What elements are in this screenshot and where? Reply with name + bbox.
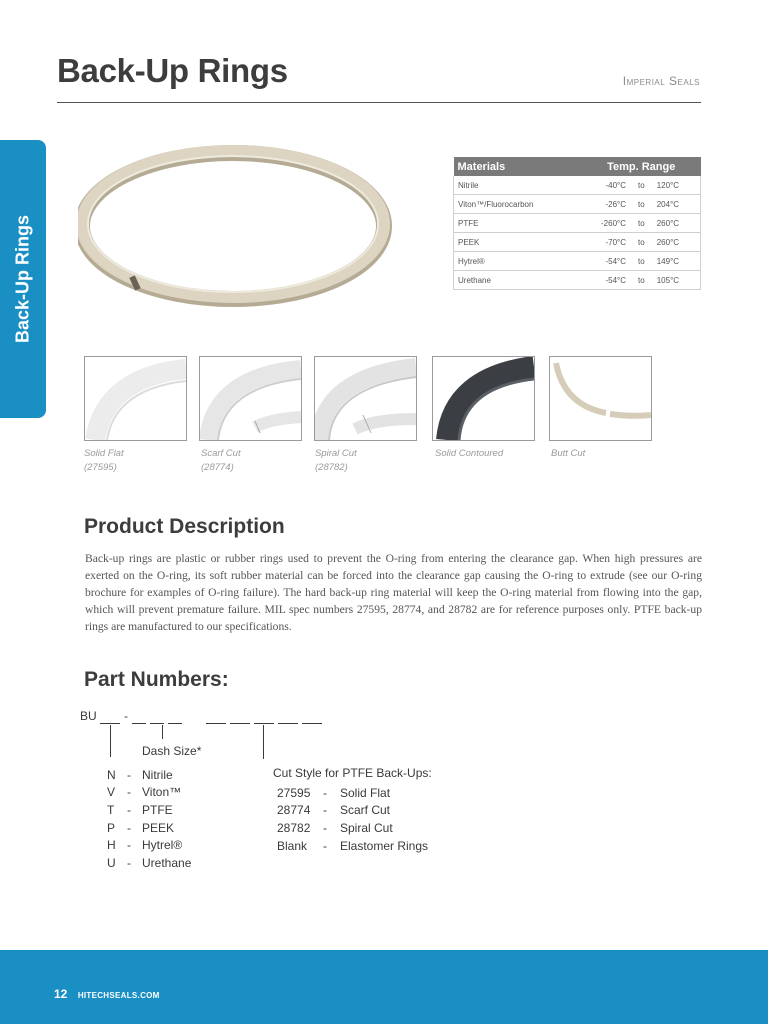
cut-style-slot-4 [278, 723, 298, 724]
material-code: U [107, 856, 116, 870]
material-name: Hytrel® [454, 252, 583, 271]
thumbnail-spiral-cut [314, 356, 417, 441]
material-name: Viton™/Fluorocarbon [454, 195, 583, 214]
material-name: Nitrile [454, 176, 583, 195]
temp-to: to [630, 176, 653, 195]
caption-label: Scarf Cut [201, 448, 241, 459]
table-row [454, 214, 701, 233]
cut-style-heading: Cut Style for PTFE Back-Ups: [273, 766, 432, 780]
temp-high: 260°C [653, 214, 701, 233]
cut-style-slot-2 [230, 723, 250, 724]
spiral-cut-ring-image [315, 357, 416, 440]
cut-style-code: Blank [277, 839, 308, 853]
caption-label: Solid Flat [84, 448, 124, 459]
cut-style-code: 28774 [277, 803, 311, 817]
material-name: Viton™ [142, 785, 182, 799]
caption-butt-cut [551, 447, 585, 461]
caption-label: Butt Cut [551, 448, 586, 459]
brand-label: Imperial Seals [622, 74, 700, 88]
material-name: Hytrel® [142, 838, 183, 852]
separator: - [127, 838, 131, 852]
temp-low: -26°C [582, 195, 630, 214]
temp-low: -260°C [582, 214, 630, 233]
caption-code: (27595) [84, 462, 117, 473]
materials-table [453, 157, 701, 290]
table-row [454, 176, 701, 195]
part-numbers-heading: Part Numbers: [84, 668, 229, 691]
cut-style-name: Spiral Cut [340, 821, 393, 835]
cut-style-slot-3 [254, 723, 274, 724]
caption-solid-contoured [435, 447, 503, 461]
material-name: Urethane [142, 856, 192, 870]
cut-style-slot-5 [302, 723, 322, 724]
header-rule [57, 102, 701, 103]
temp-low: -54°C [582, 252, 630, 271]
solid-flat-ring-image [85, 357, 186, 440]
cut-style-name: Elastomer Rings [340, 839, 429, 853]
solid-contoured-ring-image [433, 357, 534, 440]
material-name: Urethane [454, 271, 583, 290]
page-number: 12 [54, 987, 68, 1001]
separator: - [323, 821, 327, 835]
material-name: PEEK [142, 821, 175, 835]
caption-scarf-cut [201, 447, 241, 475]
cut-style-code: 28782 [277, 821, 311, 835]
thumbnail-solid-flat [84, 356, 187, 441]
separator: - [323, 786, 327, 800]
temp-low: -40°C [582, 176, 630, 195]
caption-solid-flat [84, 447, 124, 475]
caption-code: (28782) [315, 462, 348, 473]
dash-size-label: Dash Size* [142, 744, 202, 758]
material-code: V [107, 785, 116, 799]
table-row [454, 252, 701, 271]
temp-low: -54°C [582, 271, 630, 290]
separator: - [127, 803, 131, 817]
temp-to: to [630, 271, 653, 290]
part-dash: - [124, 709, 128, 723]
description-body: Back-up rings are plastic or rubber rings used to prevent the O-ring from entering the clearance gap. When high pressures are exerted on the O-ring, its soft rubber material can be forced into the clearance gap causing the O-ring to extrude (see our O-ring brochure for examples of O-ring failure). The hard back-up ring material will keep the O-ring material from flowing into the gap, which will prevent premature failure. MIL spec numbers 27595, 28774, and 28782 are for reference purposes only. PTFE back-up rings are manufactured to our specifications. [85, 552, 702, 633]
scarf-cut-ring-image [200, 357, 301, 440]
temp-low: -70°C [582, 233, 630, 252]
material-name: PTFE [142, 803, 173, 817]
cut-style-slot-1 [206, 723, 226, 724]
caption-spiral-cut [315, 447, 357, 475]
table-row [454, 195, 701, 214]
header-temp-range: Temp. Range [582, 157, 701, 176]
back-up-ring-image [78, 145, 392, 311]
material-code-slot [100, 723, 120, 724]
material-code: P [107, 821, 116, 835]
thumbnail-scarf-cut [199, 356, 302, 441]
thumbnail-solid-contoured [432, 356, 535, 441]
temp-to: to [630, 233, 653, 252]
butt-cut-ring-image [550, 357, 651, 440]
temp-to: to [630, 195, 653, 214]
header-materials: Materials [454, 157, 583, 176]
side-tab-label: Back-Up Rings [12, 214, 33, 344]
temp-high: 204°C [653, 195, 701, 214]
dash-size-slot-2 [150, 723, 164, 724]
cut-style-name: Scarf Cut [340, 803, 391, 817]
material-connector [110, 725, 111, 757]
cut-style-name: Solid Flat [340, 786, 391, 800]
side-tab [0, 140, 46, 418]
temp-high: 149°C [653, 252, 701, 271]
material-code: T [107, 803, 115, 817]
table-header-row [454, 157, 701, 176]
page-title: Back-Up Rings [57, 52, 288, 89]
caption-label: Solid Contoured [435, 448, 504, 459]
dash-size-connector [162, 725, 163, 739]
material-name: PEEK [454, 233, 583, 252]
separator: - [127, 785, 131, 799]
table-row [454, 233, 701, 252]
table-row [454, 271, 701, 290]
separator: - [127, 821, 131, 835]
temp-to: to [630, 214, 653, 233]
separator: - [127, 856, 131, 870]
dash-size-slot-3 [168, 723, 182, 724]
material-name: PTFE [454, 214, 583, 233]
separator: - [323, 803, 327, 817]
temp-high: 120°C [653, 176, 701, 195]
cut-style-code: 27595 [277, 786, 311, 800]
part-prefix: BU [80, 709, 97, 723]
footer [54, 985, 160, 1003]
thumbnail-butt-cut [549, 356, 652, 441]
temp-high: 260°C [653, 233, 701, 252]
temp-high: 105°C [653, 271, 701, 290]
description-heading: Product Description [84, 515, 285, 538]
material-name: Nitrile [142, 768, 173, 782]
separator: - [323, 839, 327, 853]
material-code: N [107, 768, 116, 782]
caption-code: (28774) [201, 462, 234, 473]
separator: - [127, 768, 131, 782]
caption-label: Spiral Cut [315, 448, 357, 459]
temp-to: to [630, 252, 653, 271]
dash-size-slot-1 [132, 723, 146, 724]
website-link[interactable]: HITECHSEALS.COM [77, 991, 160, 1000]
material-code: H [107, 838, 116, 852]
cut-style-connector [263, 725, 264, 759]
